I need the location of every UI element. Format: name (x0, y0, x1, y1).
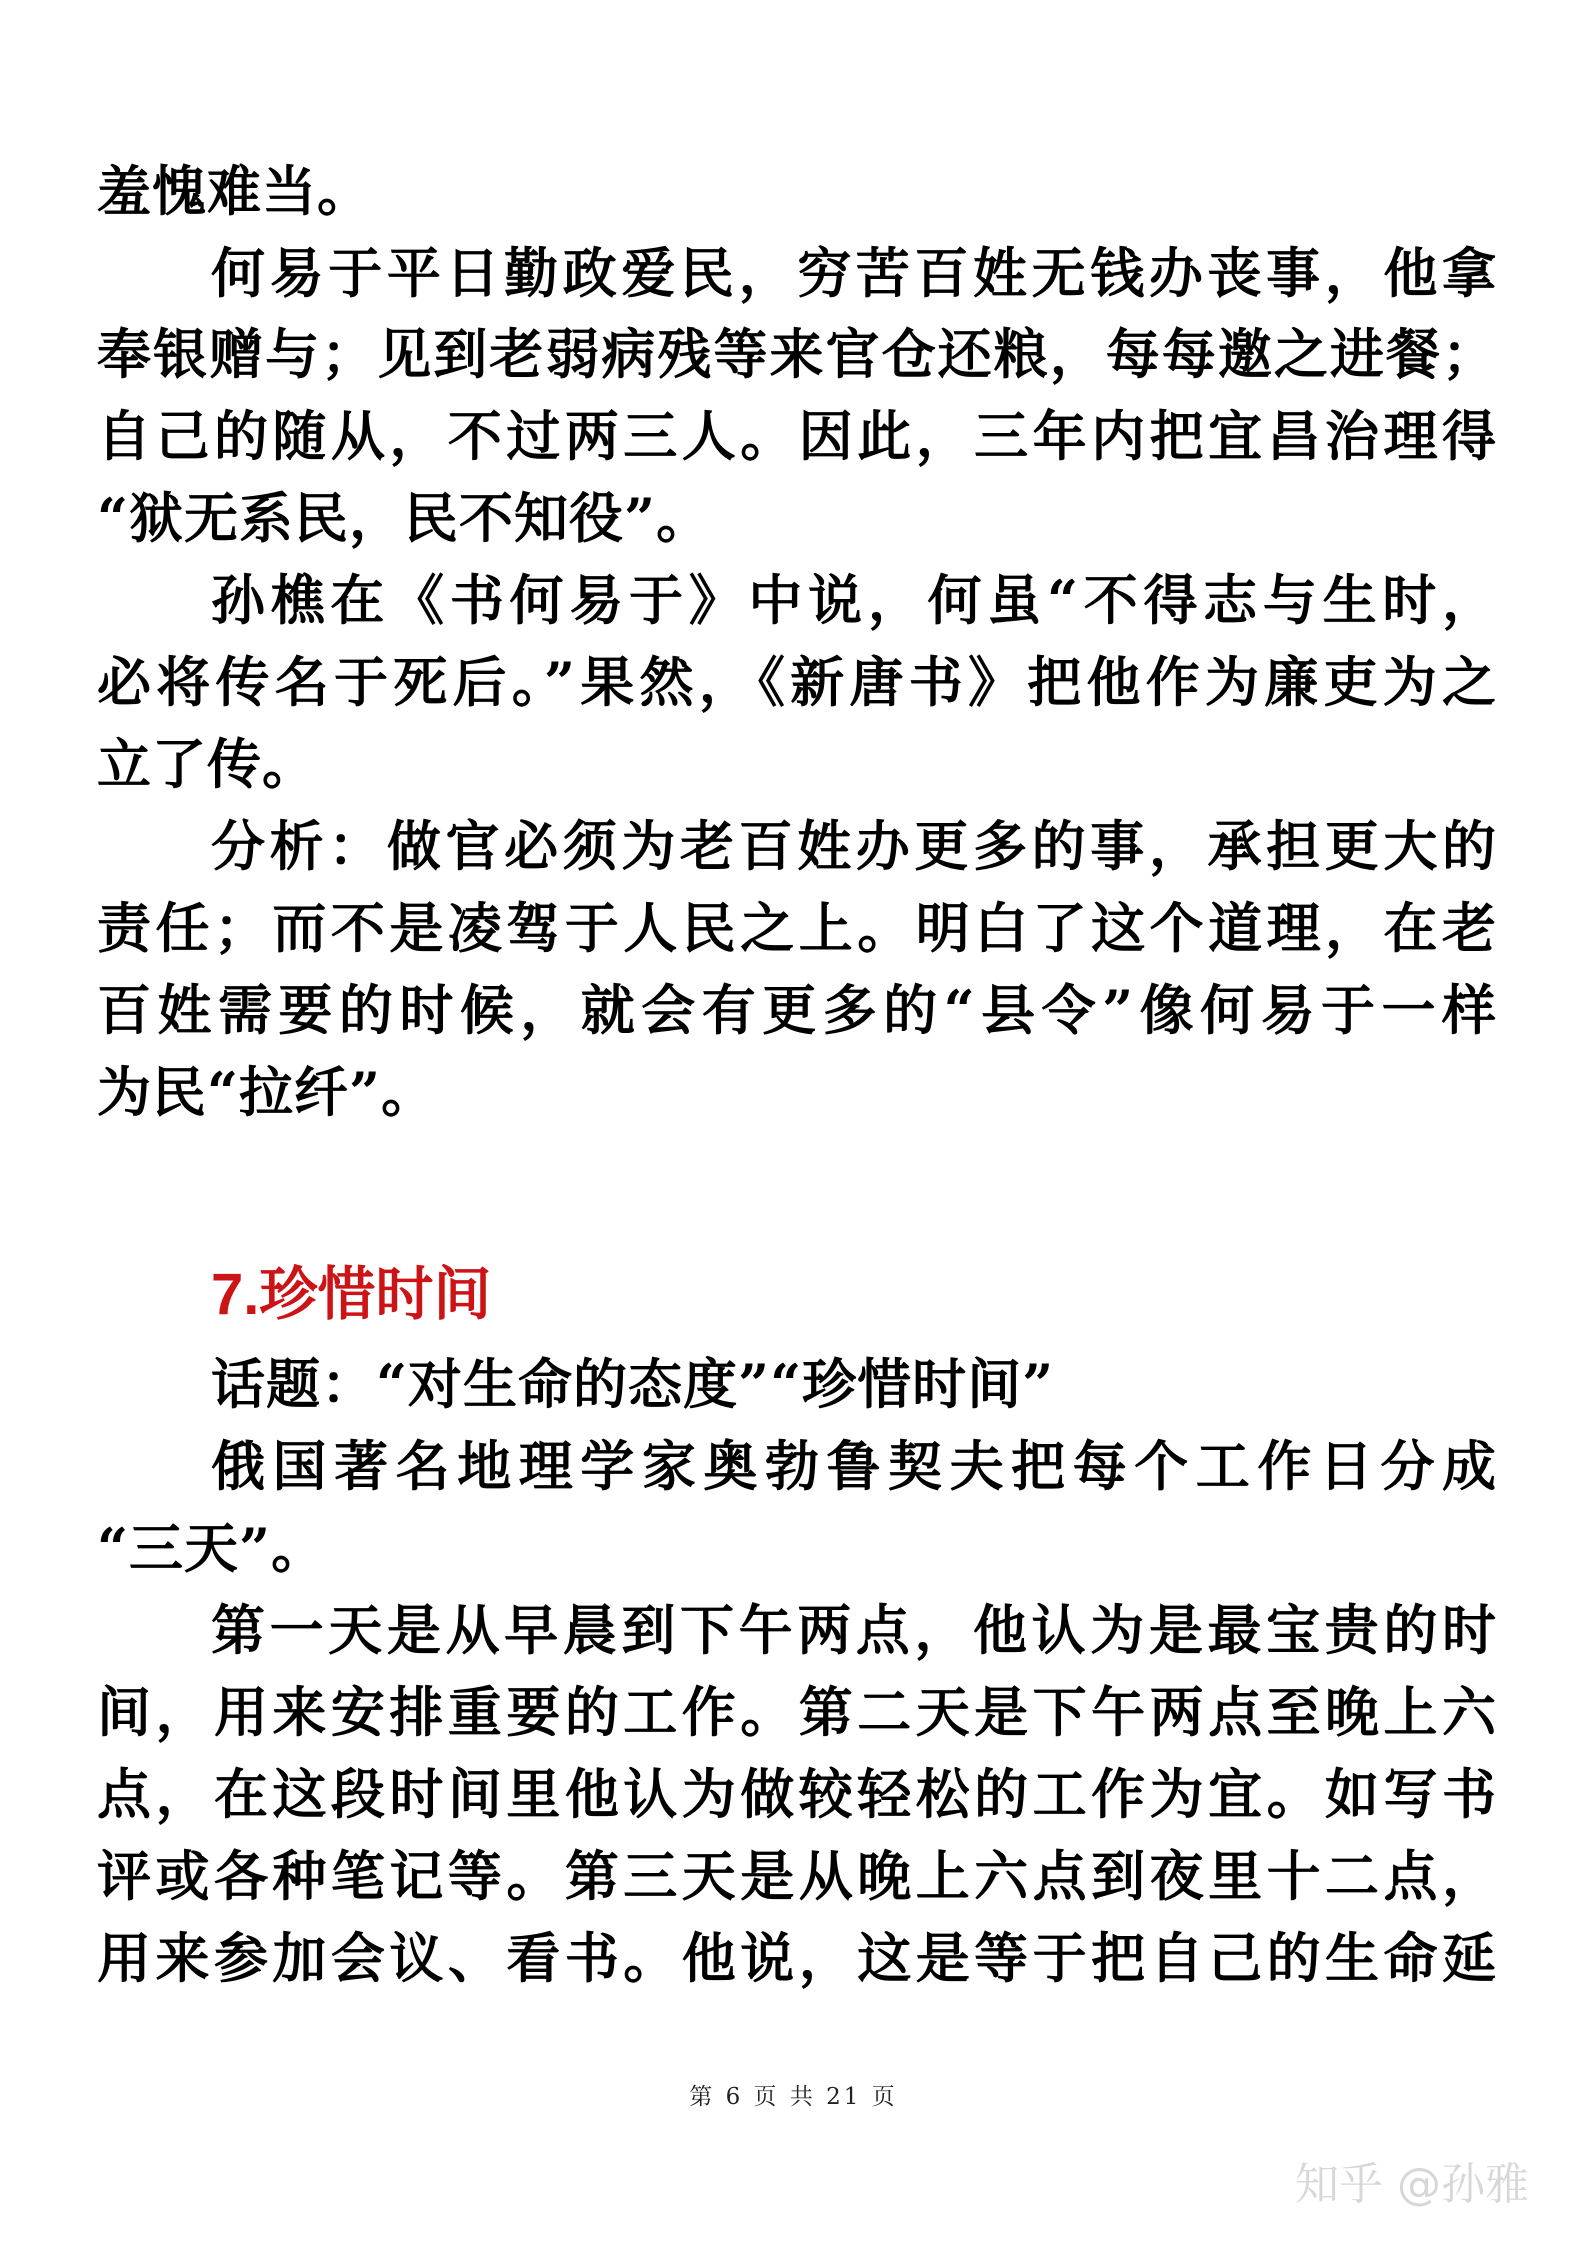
text-line: 第一天是从早晨到下午两点，他认为是最宝贵的时 (211, 1598, 1497, 1662)
text-line: 责任；而不是凌驾于人民之上。明白了这个道理，在老 (97, 896, 1497, 960)
text-line: “狱无系民，民不知役”。 (97, 486, 712, 550)
text-line: 羞愧难当。 (97, 159, 372, 223)
text-line: “三天”。 (97, 1516, 327, 1580)
text-line: 评或各种笔记等。第三天是从晚上六点到夜里十二点， (97, 1844, 1497, 1908)
text-line: 点，在这段时间里他认为做较轻松的工作为宜。如写书 (97, 1762, 1497, 1826)
text-line: 分析：做官必须为老百姓办更多的事，承担更大的 (211, 814, 1497, 878)
text-line: 必将传名于死后。”果然，《新唐书》把他作为廉吏为之 (97, 650, 1497, 714)
text-line: 间，用来安排重要的工作。第二天是下午两点至晚上六 (97, 1680, 1497, 1744)
text-line: 立了传。 (97, 732, 317, 796)
text-line: 用来参加会议、看书。他说，这是等于把自己的生命延 (97, 1926, 1497, 1990)
page-number: 第 6 页 共 21 页 (689, 2084, 898, 2110)
text-line: 何易于平日勤政爱民，穷苦百姓无钱办丧事，他拿 (211, 241, 1497, 305)
text-line: 为民“拉纤”。 (97, 1060, 437, 1124)
topic-line: 话题：“对生命的态度”“珍惜时间” (211, 1352, 1055, 1416)
text-line: 孙樵在《书何易于》中说，何虽“不得志与生时， (211, 568, 1497, 632)
text-line: 自己的随从，不过两三人。因此，三年内把宜昌治理得 (97, 404, 1497, 468)
text-line: 俄国著名地理学家奥勃鲁契夫把每个工作日分成 (211, 1434, 1497, 1498)
text-line: 奉银赠与；见到老弱病残等来官仓还粮，每每邀之进餐； (97, 322, 1497, 386)
watermark: 知乎 @孙雅 (1295, 2159, 1529, 2210)
text-line: 百姓需要的时候，就会有更多的“县令”像何易于一样 (97, 978, 1497, 1042)
section-heading: 7.珍惜时间 (211, 1262, 492, 1327)
